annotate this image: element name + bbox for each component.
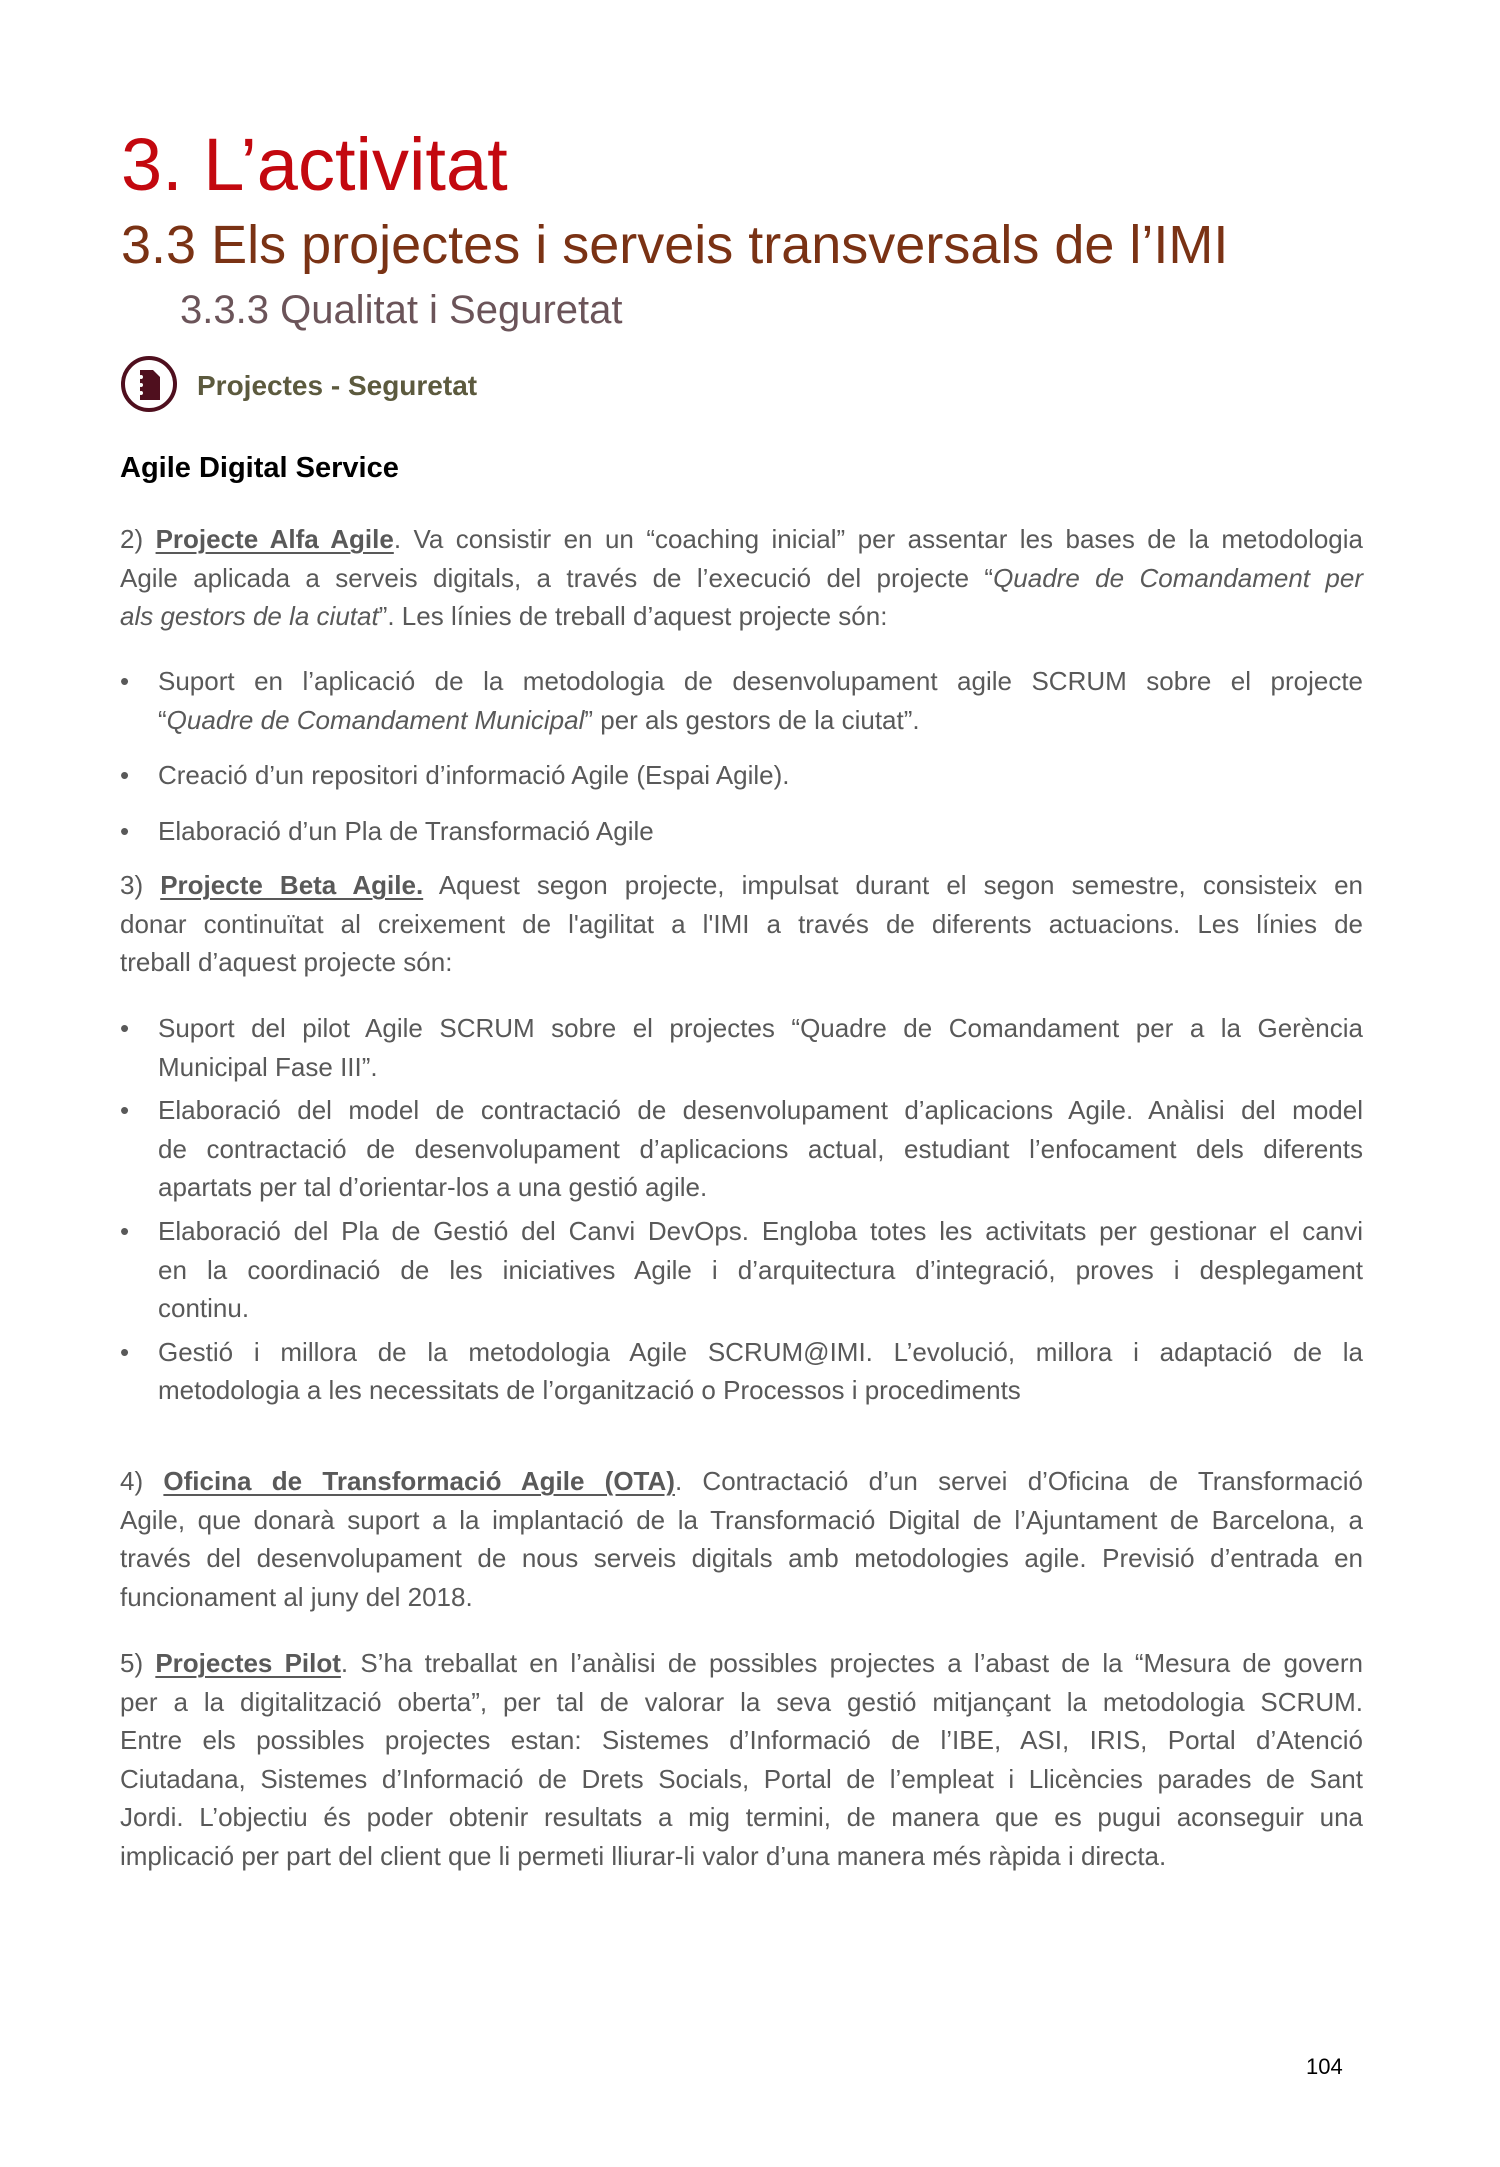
text-run: Municipal Fase III”. — [158, 1051, 378, 1082]
text-run: ” per als gestors de la ciutat”. — [584, 704, 920, 735]
text-run: funcionament al juny del 2018. — [120, 1581, 473, 1612]
text-run: 2) — [120, 524, 156, 554]
text-run: treball d’aquest projecte són: — [120, 947, 453, 978]
paragraph-line — [120, 1644, 1363, 1683]
text-run: Creació d’un repositori d’informació Agile (Espai Agile). — [158, 760, 790, 791]
bullet-icon: • — [120, 666, 130, 696]
paragraph-line — [120, 520, 1363, 559]
paragraph-line — [120, 1462, 1363, 1501]
text-run: per a la digitalització oberta”, per tal de valorar la seva gestió mitjançant la metodologia SCRUM. — [120, 1686, 1363, 1717]
text-run: 4) — [120, 1466, 164, 1496]
text-run: Ciutadana, Sistemes d’Informació de Drets Socials, Portal de l’empleat i Llicències parades de Sant — [120, 1763, 1363, 1794]
list-item — [120, 1009, 1363, 1086]
bullet-icon: • — [120, 1095, 130, 1126]
paragraph-line — [120, 1760, 1363, 1799]
list-item — [120, 812, 1363, 851]
text-run: continu. — [158, 1293, 250, 1324]
paragraph-line — [120, 1539, 1363, 1578]
list-item — [120, 756, 1363, 795]
page-number: 104 — [1306, 2054, 1343, 2079]
list-item — [120, 1212, 1363, 1328]
text-run: Aquest segon projecte, impulsat durant el segon semestre, consisteix en — [423, 870, 1364, 900]
text-run: implicació per part del client que li permeti lliurar-li valor d’una manera més ràpida i directa. — [120, 1840, 1167, 1871]
notebook-icon — [121, 356, 177, 412]
list-item-line — [120, 1333, 1363, 1372]
list-item-line — [120, 1289, 1363, 1328]
paragraph-line — [120, 1798, 1363, 1837]
list-item-line — [120, 812, 1363, 851]
list-item-line — [120, 756, 1363, 795]
bullet-icon: • — [120, 1215, 130, 1246]
text-run: Suport del pilot Agile SCRUM sobre el projectes “Quadre de Comandament per a la Gerència — [158, 1013, 1363, 1043]
list-item-line — [120, 1009, 1363, 1048]
underlined-heading-text: Projectes Pilot — [155, 1648, 341, 1678]
paragraph-line — [120, 1721, 1363, 1760]
text-run: donar continuïtat al creixement de l'agilitat a l'IMI a través de diferents actuacions. Les línies de — [120, 908, 1363, 939]
underlined-heading-text: Projecte Alfa Agile — [155, 524, 394, 554]
underlined-heading-text: Oficina de Transformació Agile (OTA) — [163, 1466, 675, 1496]
section-label: Projectes - Seguretat — [197, 370, 478, 401]
paragraph — [120, 1462, 1363, 1616]
italic-text: Quadre de Comandament Municipal — [166, 704, 585, 735]
text-run: Entre els possibles projectes estan: Sistemes d’Informació de l’IBE, ASI, IRIS, Portal d’Atenció — [120, 1725, 1363, 1756]
text-run: Jordi. L’objectiu és poder obtenir resultats a mig termini, de manera que es pugui aconseguir una — [120, 1802, 1363, 1833]
list-item-line — [120, 1091, 1363, 1130]
text-run: Agile aplicada a serveis digitals, a través de l’execució del projecte “ — [120, 562, 994, 593]
paragraph — [120, 1644, 1363, 1876]
paragraph-line — [120, 559, 1363, 598]
text-run: . Va consistir en un “coaching inicial” per assentar les bases de la metodologia — [393, 524, 1363, 554]
bullet-icon: • — [120, 760, 130, 791]
text-run: Elaboració d’un Pla de Transformació Agile — [158, 815, 654, 846]
list-item-line — [120, 1251, 1363, 1290]
text-run: Agile, que donarà suport a la implantació de la Transformació Digital de l’Ajuntament de Barcelona, a — [120, 1504, 1363, 1535]
bullet-icon: • — [120, 815, 130, 846]
list-item-line — [120, 1130, 1363, 1169]
notebook-glyph-icon — [138, 370, 160, 400]
list-item-line — [120, 1168, 1363, 1207]
list-item-line — [120, 1212, 1363, 1251]
text-run: en la coordinació de les iniciatives Agile i d’arquitectura d’integració, proves i desplegament — [158, 1254, 1363, 1285]
chapter-title: 3. L’activitat — [121, 123, 508, 206]
paragraph-line — [120, 1683, 1363, 1722]
text-run: de contractació de desenvolupament d’aplicacions actual, estudiant l’enfocament dels diferents — [158, 1133, 1363, 1164]
paragraph-line — [120, 905, 1363, 944]
underlined-heading-text: Projecte Beta Agile. — [160, 870, 424, 900]
text-run: “ — [158, 704, 167, 735]
bullet-icon: • — [120, 1336, 130, 1367]
text-run: ”. Les línies de treball d’aquest projecte són: — [378, 601, 888, 632]
paragraph-line — [120, 943, 1363, 982]
list-item-line — [120, 1371, 1363, 1410]
text-run: . S’ha treballat en l’anàlisi de possibles projectes a l’abast de la “Mesura de govern — [340, 1648, 1363, 1678]
list-item-line — [120, 1048, 1363, 1087]
paragraph-line — [120, 866, 1363, 905]
section-title: 3.3 Els projectes i serveis transversals de l’IMI — [121, 215, 1229, 275]
list-item — [120, 1333, 1363, 1410]
list-item — [120, 662, 1363, 739]
text-run: Suport en l’aplicació de la metodologia de desenvolupament agile SCRUM sobre el projecte — [158, 666, 1363, 696]
text-run: Elaboració del model de contractació de desenvolupament d’aplicacions Agile. Anàlisi del model — [158, 1095, 1363, 1126]
text-run: Gestió i millora de la metodologia Agile SCRUM@IMI. L’evolució, millora i adaptació de la — [158, 1336, 1363, 1367]
text-run: 5) — [120, 1648, 156, 1678]
paragraph-line — [120, 1837, 1363, 1876]
bullet-list — [120, 1009, 1363, 1410]
list-item — [120, 1091, 1363, 1207]
italic-text: Quadre de Comandament per — [993, 562, 1363, 593]
bullet-list — [120, 662, 1363, 850]
sub-heading: Agile Digital Service — [120, 452, 399, 484]
text-run: metodologia a les necessitats de l’organització o Processos i procediments — [158, 1375, 1021, 1406]
text-run: través del desenvolupament de nous serveis digitals amb metodologies agile. Previsió d’entrada en — [120, 1543, 1363, 1574]
text-run: Elaboració del Pla de Gestió del Canvi DevOps. Engloba totes les activitats per gestionar el canvi — [158, 1215, 1363, 1246]
paragraph-line — [120, 1578, 1363, 1617]
text-run: 3) — [120, 870, 161, 900]
paragraph-line — [120, 597, 1363, 636]
text-run: apartats per tal d’orientar-los a una gestió agile. — [158, 1172, 708, 1203]
text-run: . Contractació d’un servei d’Oficina de Transformació — [674, 1466, 1364, 1496]
list-item-line — [120, 701, 1363, 740]
subsection-title: 3.3.3 Qualitat i Seguretat — [180, 288, 623, 332]
paragraph — [120, 866, 1363, 982]
paragraph — [120, 520, 1363, 636]
italic-text: als gestors de la ciutat — [120, 601, 379, 632]
list-item-line — [120, 662, 1363, 701]
bullet-icon: • — [120, 1013, 130, 1043]
paragraph-line — [120, 1501, 1363, 1540]
